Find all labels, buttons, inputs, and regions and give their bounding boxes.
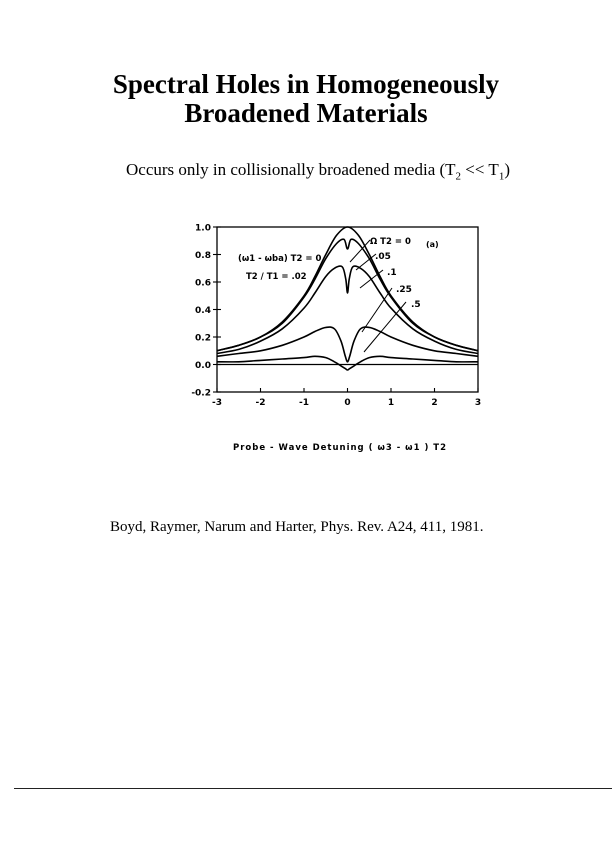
x-tick-label: -2 (255, 398, 266, 408)
y-tick-label: 0.6 (195, 278, 211, 289)
curve-label: .1 (387, 268, 397, 278)
annotation-ratio: T2 / T1 = .02 (246, 272, 307, 282)
subtitle-sub-1: 2 (455, 170, 462, 183)
subtitle-text: Occurs only in collisionally broadened media (T (126, 160, 456, 179)
x-tick-label: -3 (212, 398, 222, 408)
x-tick-label: 2 (431, 398, 438, 408)
annotation-panel: (a) (426, 240, 439, 249)
subtitle-sub-2: 1 (498, 170, 505, 183)
x-tick-label: -1 (299, 398, 309, 408)
citation: Boyd, Raymer, Narum and Harter, Phys. Rev. A24, 411, 1981. (110, 519, 484, 535)
spectral-hole-chart (180, 210, 500, 460)
page-edge-line (14, 788, 612, 789)
curve-label: .5 (411, 300, 421, 310)
axis-ticks (213, 227, 478, 392)
series-line (217, 356, 478, 370)
y-tick-label: 0.4 (195, 306, 211, 316)
curve-label: .05 (375, 252, 391, 262)
x-tick-label: 1 (387, 398, 395, 408)
series-line (217, 327, 478, 362)
subtitle-end: ) (504, 160, 510, 179)
subtitle-mid: << T (461, 160, 499, 179)
page-title (0, 70, 612, 128)
annotation-detuning: (ω1 - ωba) T2 = 0 (238, 254, 322, 264)
y-tick-label: 0.0 (195, 361, 211, 371)
x-tick-label: 3 (474, 398, 482, 408)
y-tick-label: 1.0 (195, 223, 211, 234)
annotation-omega-header: Ω T2 = 0 (370, 237, 411, 247)
x-axis-label: Probe - Wave Detuning ( ω3 - ω1 ) T2 (232, 443, 448, 453)
y-tick-label: 0.2 (195, 333, 211, 344)
title-line-2: Broadened Materials (184, 98, 428, 128)
curve-label: .25 (396, 285, 412, 295)
label-leader-line (362, 288, 392, 332)
x-tick-label: 0 (344, 398, 351, 408)
plot-frame (217, 227, 478, 392)
series-lines (217, 227, 478, 370)
subtitle (0, 160, 612, 182)
title-line-1: Spectral Holes in Homogeneously (112, 69, 500, 99)
y-tick-label: -0.2 (191, 388, 211, 399)
y-tick-label: 0.8 (195, 251, 211, 261)
